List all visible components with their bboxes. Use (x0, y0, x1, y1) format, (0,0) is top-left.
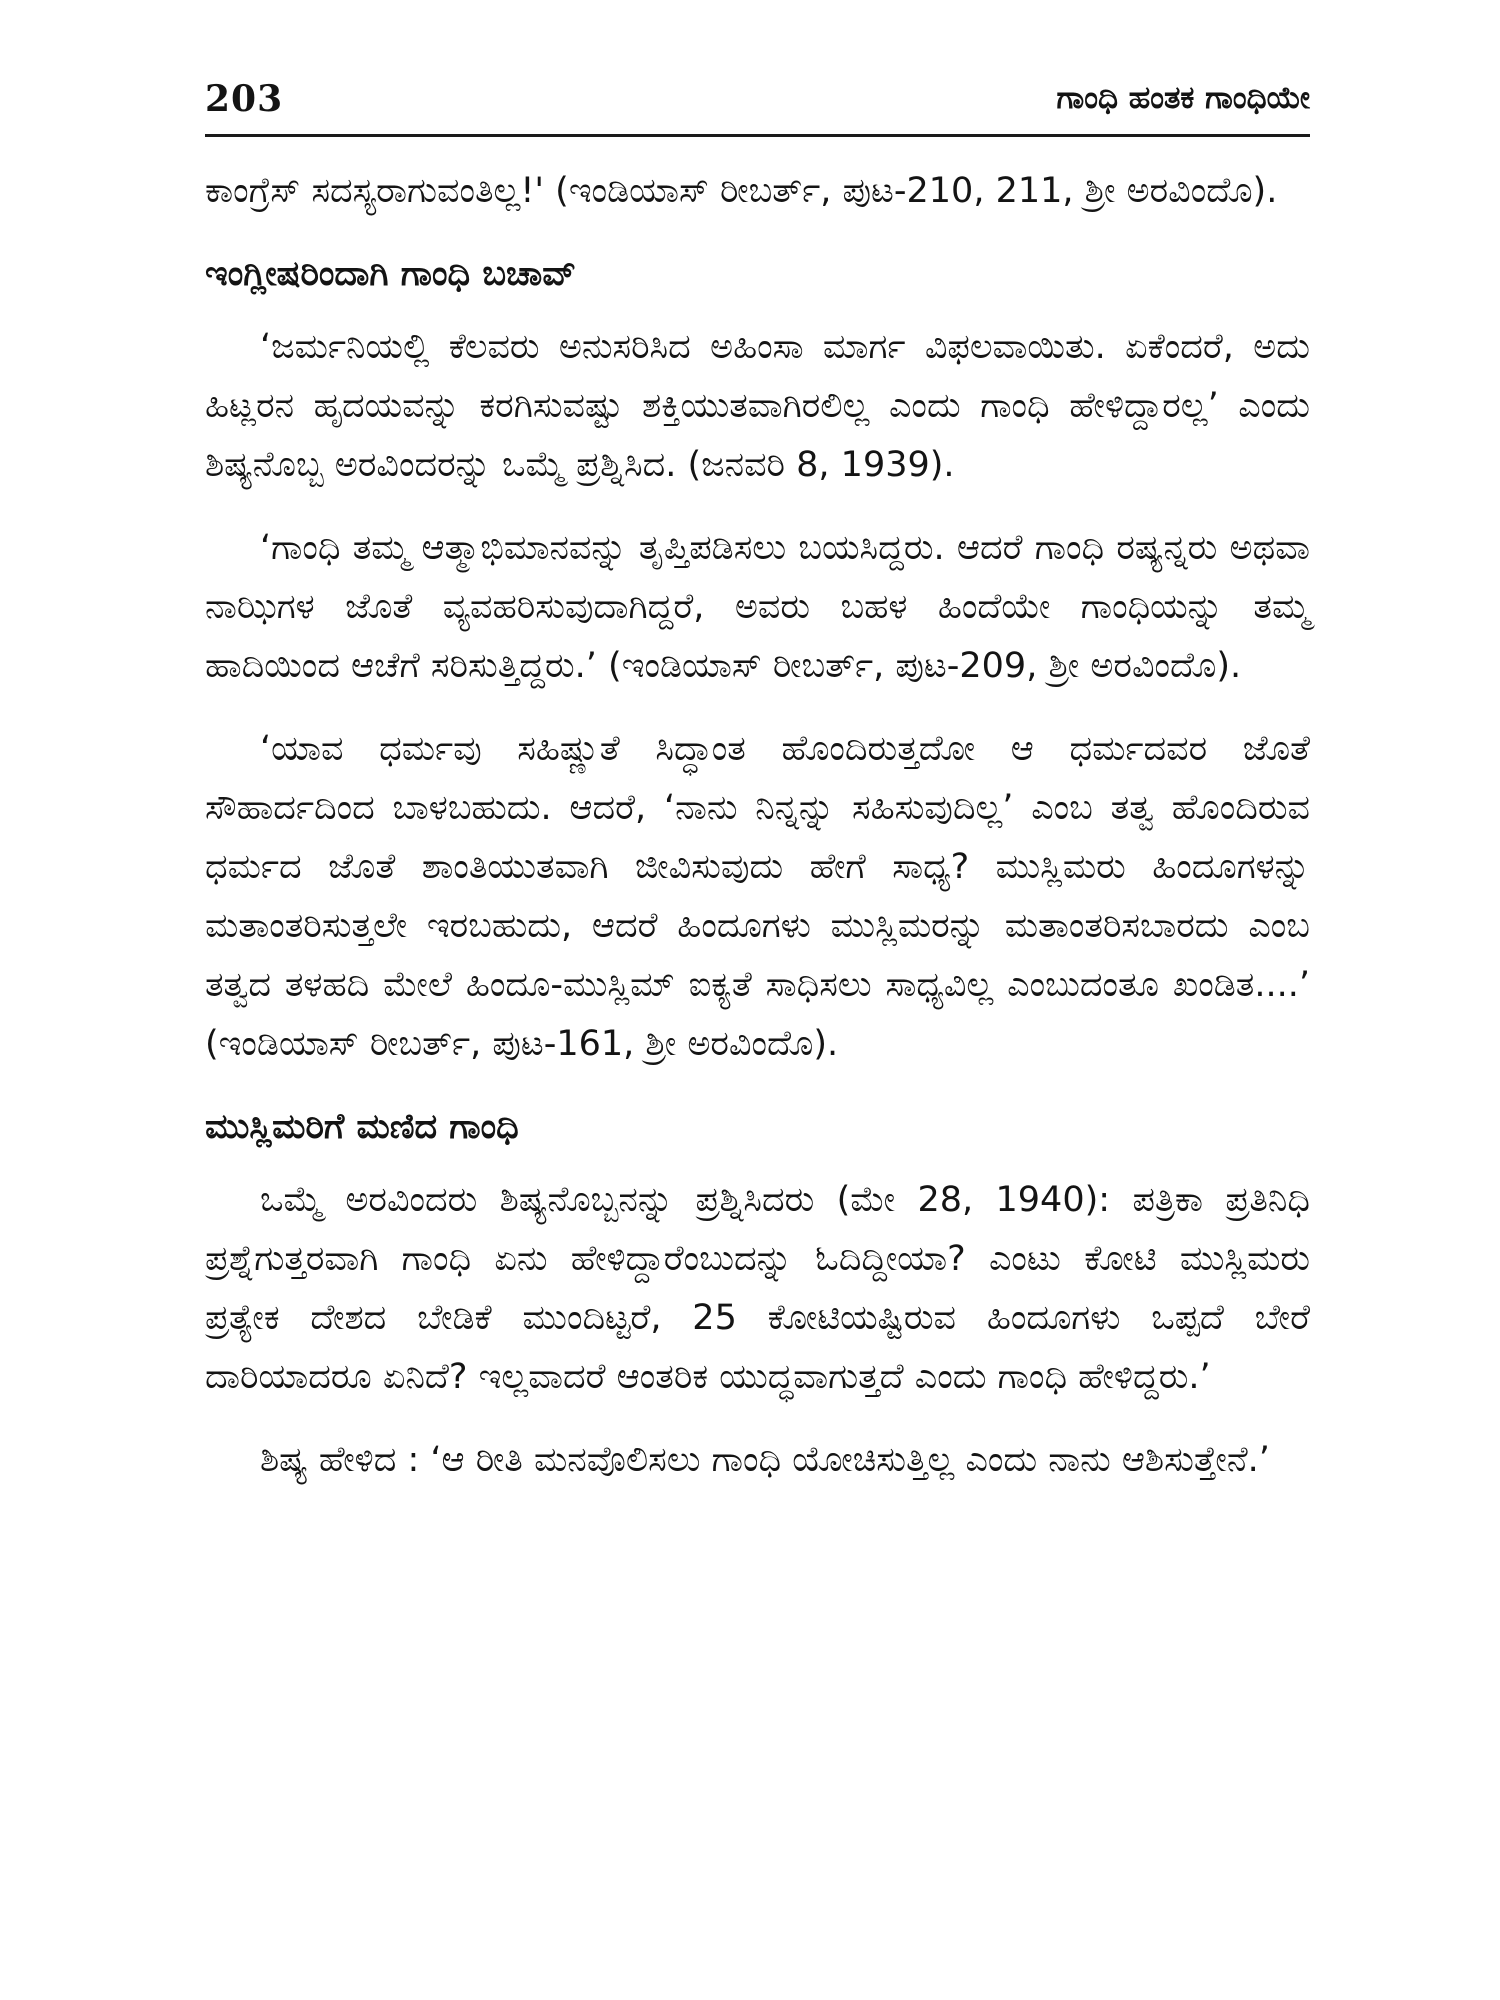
paragraph: ಶಿಷ್ಯ ಹೇಳಿದ : ‘ಆ ರೀತಿ ಮನವೊಲಿಸಲು ಗಾಂಧಿ ಯೋಚಿಸುತ್ತಿಲ್ಲ ಎಂದು ನಾನು ಆಶಿಸುತ್ತೇನೆ.’ (260, 1440, 1270, 1480)
header-rule (205, 134, 1310, 137)
paragraph: ಒಮ್ಮೆ ಅರವಿಂದರು ಶಿಷ್ಯನೊಬ್ಬನನ್ನು ಪ್ರಶ್ನಿಸಿದರು (ಮೇ 28, 1940): ಪತ್ರಿಕಾ ಪ್ರತಿನಿಧಿ ಪ್ರಶ್ನೆಗುತ್ತರವಾಗಿ ಗಾಂಧಿ ಏನು ಹೇಳಿದ್ದಾರೆಂಬುದನ್ನು ಓದಿದ್ದೀಯಾ? ಎಂಟು ಕೋಟಿ ಮುಸ್ಲಿಮರು ಪ್ರತ್ಯೇಕ ದೇಶದ ಬೇಡಿಕೆ ಮುಂದಿಟ್ಟರೆ, 25 ಕೋಟಿಯಷ್ಟಿರುವ ಹಿಂದೂಗಳು ಒಪ್ಪದೆ ಬೇರೆ ದಾರಿಯಾದರೂ ಏನಿದೆ? ಇಲ್ಲವಾದರೆ ಆಂತರಿಕ ಯುದ್ಧವಾಗುತ್ತದೆ ಎಂದು ಗಾಂಧಿ ಹೇಳಿದ್ದರು.’ (205, 1180, 1310, 1397)
section-heading: ಮುಸ್ಲಿಮರಿಗೆ ಮಣಿದ ಗಾಂಧಿ (205, 1107, 519, 1147)
running-header (205, 70, 1310, 140)
page-number: 203 (205, 78, 284, 120)
section-heading: ಇಂಗ್ಲೀಷರಿಂದಾಗಿ ಗಾಂಧಿ ಬಚಾವ್ (205, 254, 577, 294)
paragraph: ‘ಜರ್ಮನಿಯಲ್ಲಿ ಕೆಲವರು ಅನುಸರಿಸಿದ ಅಹಿಂಸಾ ಮಾರ್ಗ ವಿಫಲವಾಯಿತು. ಏಕೆಂದರೆ, ಅದು ಹಿಟ್ಲರನ ಹೃದಯವನ್ನು ಕರಗಿಸುವಷ್ಟು ಶಕ್ತಿಯುತವಾಗಿರಲಿಲ್ಲ ಎಂದು ಗಾಂಧಿ ಹೇಳಿದ್ದಾರಲ್ಲ’ ಎಂದು ಶಿಷ್ಯನೊಬ್ಬ ಅರವಿಂದರನ್ನು ಒಮ್ಮೆ ಪ್ರಶ್ನಿಸಿದ. (ಜನವರಿ 8, 1939). (205, 327, 1310, 485)
page-body (205, 162, 1310, 1490)
running-title: ಗಾಂಧಿ ಹಂತಕ ಗಾಂಧಿಯೇ (1056, 80, 1310, 116)
paragraph: ‘ಯಾವ ಧರ್ಮವು ಸಹಿಷ್ಣುತೆ ಸಿದ್ಧಾಂತ ಹೊಂದಿರುತ್ತದೋ ಆ ಧರ್ಮದವರ ಜೊತೆ ಸೌಹಾರ್ದದಿಂದ ಬಾಳಬಹುದು. ಆದರೆ, ‘ನಾನು ನಿನ್ನನ್ನು ಸಹಿಸುವುದಿಲ್ಲ’ ಎಂಬ ತತ್ವ ಹೊಂದಿರುವ ಧರ್ಮದ ಜೊತೆ ಶಾಂತಿಯುತವಾಗಿ ಜೀವಿಸುವುದು ಹೇಗೆ ಸಾಧ್ಯ? ಮುಸ್ಲಿಮರು ಹಿಂದೂಗಳನ್ನು ಮತಾಂತರಿಸುತ್ತಲೇ ಇರಬಹುದು, ಆದರೆ ಹಿಂದೂಗಳು ಮುಸ್ಲಿಮರನ್ನು ಮತಾಂತರಿಸಬಾರದು ಎಂಬ ತತ್ವದ ತಳಹದಿ ಮೇಲೆ ಹಿಂದೂ-ಮುಸ್ಲಿಮ್ ಐಕ್ಯತೆ ಸಾಧಿಸಲು ಸಾಧ್ಯವಿಲ್ಲ ಎಂಬುದಂತೂ ಖಂಡಿತ....’ (ಇಂಡಿಯಾಸ್ ರೀಬರ್ತ್, ಪುಟ-161, ಶ್ರೀ ಅರವಿಂದೊ). (205, 729, 1310, 1064)
paragraph-continued: ಕಾಂಗ್ರೆಸ್ ಸದಸ್ಯರಾಗುವಂತಿಲ್ಲ!' (ಇಂಡಿಯಾಸ್ ರೀಬರ್ತ್, ಪುಟ-210, 211, ಶ್ರೀ ಅರವಿಂದೊ). (205, 171, 1278, 211)
paragraph: ‘ಗಾಂಧಿ ತಮ್ಮ ಆತ್ಮಾಭಿಮಾನವನ್ನು ತೃಪ್ತಿಪಡಿಸಲು ಬಯಸಿದ್ದರು. ಆದರೆ ಗಾಂಧಿ ರಷ್ಯನ್ನರು ಅಥವಾ ನಾಝಿಗಳ ಜೊತೆ ವ್ಯವಹರಿಸುವುದಾಗಿದ್ದರೆ, ಅವರು ಬಹಳ ಹಿಂದೆಯೇ ಗಾಂಧಿಯನ್ನು ತಮ್ಮ ಹಾದಿಯಿಂದ ಆಚೆಗೆ ಸರಿಸುತ್ತಿದ್ದರು.’ (ಇಂಡಿಯಾಸ್ ರೀಬರ್ತ್, ಪುಟ-209, ಶ್ರೀ ಅರವಿಂದೊ). (205, 528, 1310, 686)
book-page (205, 70, 1310, 1950)
